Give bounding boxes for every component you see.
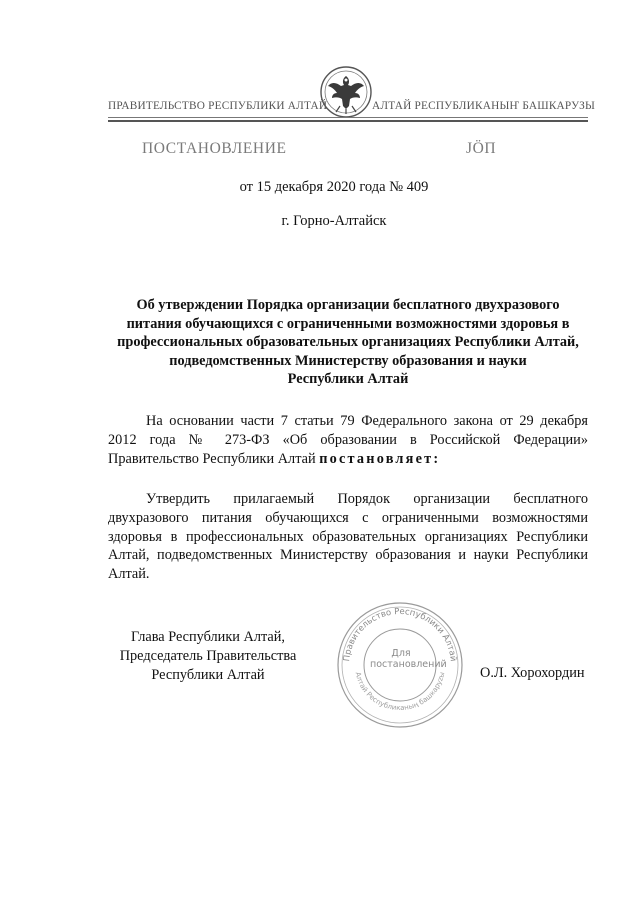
paragraph-line: Утвердить прилагаемый Порядок организации бесплатного bbox=[146, 491, 588, 507]
title-line: Об утверждении Порядка организации бесплатного двухразового bbox=[136, 297, 560, 313]
stamp-center-line: Для bbox=[391, 648, 411, 659]
stamp-center-line: постановлений bbox=[370, 659, 447, 670]
paragraph-line: Алтай. bbox=[108, 566, 150, 583]
letterhead-rule-thin bbox=[108, 117, 588, 118]
signatory-name: О.Л. Хорохордин bbox=[480, 665, 585, 681]
letterhead-org-right: АЛТАЙ РЕСПУБЛИКАНЫҤ БАШКАРУЗЫ bbox=[372, 100, 596, 112]
document-type: ПОСТАНОВЛЕНИЕ bbox=[142, 140, 287, 157]
signatory-title bbox=[108, 628, 308, 684]
resolves-keyword: постановляет: bbox=[319, 450, 441, 467]
title-line: питания обучающихся с ограниченными возможностями здоровья в bbox=[126, 315, 570, 332]
document-date-number: от 15 декабря 2020 года № 409 bbox=[239, 179, 429, 195]
paragraph-basis bbox=[108, 412, 588, 468]
title-line: профессиональных образовательных организациях Республики Алтай, bbox=[117, 334, 579, 351]
stamp-ring-text-bottom: Алтай Республиканың башкаруzы bbox=[353, 671, 447, 713]
letterhead-rule-thick bbox=[108, 120, 588, 122]
paragraph-line bbox=[108, 450, 588, 469]
signatory-title-line: Республики Алтай bbox=[151, 666, 265, 683]
paragraph-line: двухразового питания обучающихся с ограниченными возможностями bbox=[108, 509, 588, 526]
paragraph-line: 2012 года № 273-ФЗ «Об образовании в Российской Федерации» bbox=[108, 431, 588, 448]
paragraph-line: Алтай, подведомственных Министерству образования и науки Республики bbox=[108, 547, 588, 564]
title-line: Республики Алтай bbox=[287, 371, 409, 388]
title-line: подведомственных Министерству образования и науки bbox=[169, 352, 527, 369]
paragraph-line: На основании части 7 статьи 79 Федерального закона от 29 декабря bbox=[146, 413, 588, 429]
letterhead-org-left: ПРАВИТЕЛЬСТВО РЕСПУБЛИКИ АЛТАЙ bbox=[108, 100, 328, 112]
stamp-ring-text: Правительство Республики Алтай bbox=[342, 606, 458, 662]
document-type-altai: ЈӦП bbox=[466, 140, 497, 157]
document-title bbox=[108, 296, 588, 389]
paragraph-resolution bbox=[108, 490, 588, 584]
paragraph-text: Правительство Республики Алтай bbox=[108, 450, 320, 467]
paragraph-line: здоровья в профессиональных образовательных организациях Республики bbox=[108, 528, 588, 545]
document-city: г. Горно-Алтайск bbox=[281, 213, 387, 229]
signatory-title-line: Глава Республики Алтай, bbox=[131, 629, 285, 645]
signatory-title-line: Председатель Правительства bbox=[119, 647, 297, 664]
